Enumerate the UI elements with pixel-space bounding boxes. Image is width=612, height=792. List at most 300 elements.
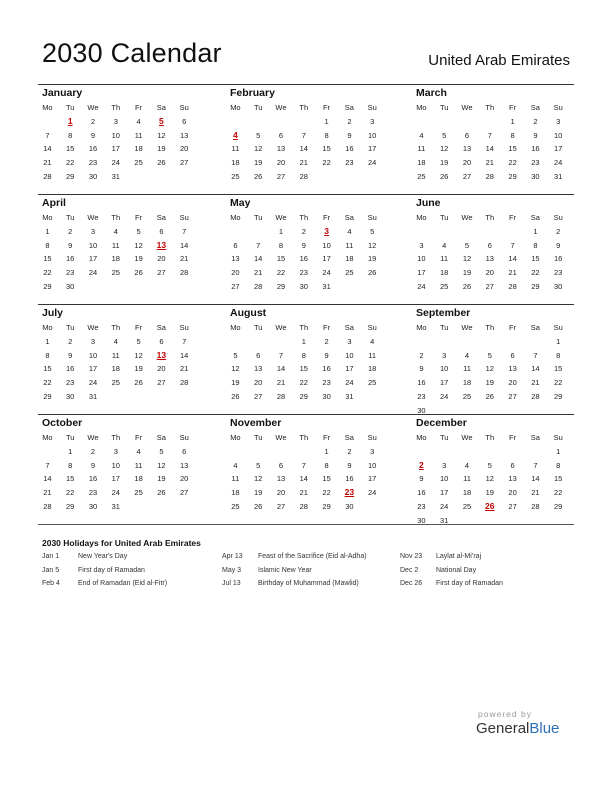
page-title: 2030 Calendar — [42, 38, 222, 68]
weekday-header: Th — [485, 323, 495, 332]
day-cell: 7 — [278, 350, 284, 360]
day-cell: 24 — [554, 158, 563, 168]
day-cell: 12 — [440, 144, 449, 154]
day-cell: 14 — [531, 474, 540, 484]
month-april — [36, 197, 196, 302]
day-cell: 29 — [299, 391, 308, 401]
day-cell: 20 — [508, 378, 517, 388]
day-cell: 19 — [231, 378, 240, 388]
day-cell: 22 — [322, 488, 331, 498]
day-cell: 29 — [322, 501, 331, 511]
day-cell: 10 — [440, 364, 449, 374]
day-cell: 28 — [485, 171, 494, 181]
day-cell: 23 — [345, 158, 354, 168]
day-cell: 13 — [508, 474, 517, 484]
country-name: United Arab Emirates — [428, 52, 570, 69]
holiday-day-cell: 5 — [159, 116, 164, 126]
weekday-header: Tu — [439, 103, 449, 112]
day-cell: 4 — [113, 337, 118, 346]
day-cell: 4 — [113, 227, 118, 236]
day-cell: 14 — [276, 364, 286, 374]
day-cell: 16 — [345, 144, 354, 154]
day-cell: 12 — [134, 350, 143, 360]
holiday-date: Apr 13 — [222, 553, 243, 560]
day-cell: 14 — [180, 240, 189, 250]
day-cell: 21 — [299, 488, 308, 498]
day-cell: 6 — [510, 350, 515, 360]
day-cell: 4 — [233, 460, 238, 470]
month-february — [224, 87, 384, 192]
day-cell: 10 — [111, 460, 120, 470]
weekday-header: Mo — [230, 433, 241, 442]
day-cell: 24 — [368, 158, 377, 168]
day-cell: 26 — [254, 171, 263, 181]
day-cell: 2 — [419, 350, 424, 360]
day-cell: 19 — [254, 158, 263, 168]
day-cell: 16 — [531, 144, 540, 154]
holiday-name: Birthday of Muhammad (Mawlid) — [258, 580, 359, 587]
day-cell: 10 — [368, 460, 377, 470]
day-cell: 14 — [485, 144, 494, 154]
weekday-header: We — [461, 213, 473, 222]
day-cell: 23 — [66, 378, 75, 388]
day-cell: 15 — [66, 144, 75, 154]
day-cell: 17 — [440, 488, 449, 498]
day-cell: 26 — [462, 281, 472, 291]
day-cell: 21 — [531, 378, 540, 388]
day-cell: 2 — [90, 117, 96, 126]
day-cell: 22 — [43, 378, 52, 388]
day-cell: 15 — [276, 254, 286, 264]
day-cell: 19 — [134, 254, 143, 264]
day-cell: 8 — [301, 350, 306, 360]
day-cell: 9 — [90, 460, 96, 470]
day-cell: 26 — [485, 391, 494, 401]
day-cell: 9 — [533, 130, 538, 140]
weekday-header: We — [275, 433, 287, 442]
day-cell: 10 — [322, 240, 331, 250]
day-cell: 9 — [419, 474, 424, 484]
day-cell: 11 — [111, 240, 120, 250]
day-cell: 19 — [157, 474, 166, 484]
day-cell: 16 — [345, 474, 354, 484]
day-cell: 12 — [254, 474, 263, 484]
holiday-name: First day of Ramadan — [78, 566, 145, 574]
holiday-date: Feb 4 — [42, 580, 60, 587]
holiday-day-cell: 3 — [324, 226, 329, 236]
day-cell: 23 — [417, 391, 426, 401]
day-cell: 11 — [134, 460, 143, 470]
weekday-header: Tu — [439, 213, 449, 222]
day-cell: 29 — [554, 501, 563, 511]
day-cell: 23 — [531, 158, 540, 168]
separator-line — [38, 84, 574, 85]
day-cell: 5 — [233, 350, 238, 360]
day-cell: 31 — [554, 171, 563, 181]
day-cell: 24 — [417, 281, 426, 291]
day-cell: 17 — [322, 254, 331, 264]
day-cell: 22 — [299, 378, 308, 388]
day-cell: 14 — [180, 350, 189, 360]
day-cell: 26 — [254, 501, 263, 511]
day-cell: 25 — [440, 281, 449, 291]
month-name: August — [230, 307, 267, 319]
day-cell: 12 — [485, 364, 494, 374]
day-cell: 19 — [462, 268, 472, 278]
day-cell: 15 — [66, 474, 75, 484]
day-cell: 6 — [487, 240, 492, 250]
day-cell: 14 — [299, 474, 308, 484]
day-cell: 27 — [180, 488, 189, 498]
day-cell: 6 — [233, 240, 238, 250]
holiday-name: National Day — [436, 566, 477, 574]
day-cell: 2 — [301, 227, 306, 236]
day-cell: 15 — [531, 254, 540, 264]
day-cell: 24 — [440, 391, 449, 401]
day-cell: 25 — [111, 268, 120, 278]
day-cell: 8 — [510, 130, 515, 140]
day-cell: 18 — [462, 488, 472, 498]
day-cell: 16 — [88, 144, 98, 154]
weekday-header: We — [461, 433, 473, 442]
day-cell: 28 — [508, 281, 517, 291]
weekday-header: Tu — [65, 323, 75, 332]
day-cell: 1 — [556, 447, 561, 456]
day-cell: 18 — [231, 488, 240, 498]
day-cell: 11 — [368, 350, 377, 360]
weekday-header: Tu — [253, 213, 263, 222]
day-cell: 4 — [419, 130, 424, 140]
day-cell: 10 — [417, 254, 426, 264]
weekday-header: Th — [299, 103, 309, 112]
day-cell: 11 — [440, 254, 449, 264]
day-cell: 2 — [556, 227, 561, 236]
weekday-header: Fr — [135, 103, 143, 112]
day-cell: 22 — [554, 488, 563, 498]
weekday-header: Th — [111, 103, 121, 112]
day-cell: 16 — [417, 488, 426, 498]
weekday-header: Tu — [439, 433, 449, 442]
weekday-header: Fr — [509, 213, 517, 222]
weekday-header: Sa — [530, 103, 540, 112]
weekday-header: Tu — [439, 323, 449, 332]
day-cell: 30 — [88, 171, 98, 181]
day-cell: 23 — [88, 488, 98, 498]
day-cell: 3 — [442, 460, 447, 470]
day-cell: 13 — [180, 460, 189, 470]
holiday-day-cell: 26 — [485, 500, 495, 511]
separator-line — [38, 524, 574, 525]
day-cell: 20 — [180, 474, 189, 484]
weekday-header: Fr — [323, 103, 331, 112]
weekday-header: Mo — [42, 323, 53, 332]
day-cell: 27 — [508, 501, 517, 511]
month-name: September — [416, 307, 471, 319]
day-cell: 25 — [462, 391, 472, 401]
day-cell: 6 — [159, 337, 164, 346]
weekday-header: Fr — [135, 433, 143, 442]
month-name: December — [416, 417, 467, 429]
day-cell: 26 — [368, 268, 377, 278]
holiday-entry — [42, 553, 127, 560]
day-cell: 20 — [180, 144, 189, 154]
day-cell: 20 — [276, 488, 286, 498]
day-cell: 7 — [510, 240, 515, 250]
day-cell: 22 — [531, 268, 540, 278]
day-cell: 12 — [231, 364, 240, 374]
day-cell: 7 — [182, 337, 187, 346]
month-name: March — [416, 87, 447, 99]
day-cell: 19 — [440, 158, 449, 168]
weekday-header: Fr — [509, 433, 517, 442]
weekday-header: Sa — [344, 103, 354, 112]
holiday-name: Feast of the Sacrifice (Eid al-Adha) — [258, 553, 367, 560]
day-cell: 6 — [278, 130, 284, 140]
day-cell: 3 — [556, 117, 561, 126]
day-cell: 4 — [136, 117, 141, 126]
day-cell: 19 — [157, 144, 166, 154]
weekday-header: Sa — [530, 433, 540, 442]
weekday-header: We — [275, 323, 287, 332]
day-cell: 30 — [299, 281, 308, 291]
holiday-entry — [400, 553, 481, 560]
day-cell: 6 — [182, 447, 187, 456]
day-cell: 31 — [440, 515, 449, 525]
day-cell: 3 — [370, 447, 375, 456]
weekday-header: Su — [179, 213, 189, 222]
day-cell: 28 — [254, 281, 263, 291]
weekday-header: Fr — [509, 103, 517, 112]
day-cell: 8 — [68, 460, 73, 470]
day-cell: 10 — [345, 350, 354, 360]
weekday-header: Mo — [42, 103, 53, 112]
day-cell: 24 — [111, 488, 120, 498]
day-cell: 20 — [157, 364, 166, 374]
day-cell: 3 — [419, 240, 424, 250]
day-cell: 6 — [278, 460, 284, 470]
day-cell: 23 — [66, 268, 75, 278]
holiday-entry — [222, 567, 312, 574]
day-cell: 9 — [347, 130, 352, 140]
day-cell: 26 — [157, 158, 166, 168]
weekday-header: Tu — [65, 103, 75, 112]
day-cell: 11 — [463, 474, 471, 484]
day-cell: 14 — [43, 144, 52, 154]
weekday-header: Mo — [416, 103, 427, 112]
weekday-header: Th — [299, 433, 309, 442]
day-cell: 4 — [347, 227, 352, 236]
day-cell: 19 — [254, 488, 263, 498]
day-cell: 22 — [508, 158, 517, 168]
holiday-day-cell: 13 — [156, 239, 167, 250]
weekday-header: Th — [111, 213, 121, 222]
weekday-header: Su — [553, 323, 563, 332]
day-cell: 5 — [370, 227, 375, 236]
day-cell: 21 — [299, 158, 308, 168]
day-cell: 29 — [43, 391, 52, 401]
holiday-day-cell: 1 — [67, 116, 73, 126]
day-cell: 29 — [66, 171, 75, 181]
day-cell: 11 — [134, 130, 143, 140]
holiday-entry — [222, 580, 359, 587]
separator-line — [38, 194, 574, 195]
day-cell: 21 — [276, 378, 286, 388]
day-cell: 6 — [510, 460, 515, 470]
holiday-entry — [42, 580, 167, 587]
day-cell: 29 — [531, 281, 540, 291]
day-cell: 27 — [157, 378, 166, 388]
day-cell: 5 — [256, 130, 261, 140]
day-cell: 18 — [345, 254, 354, 264]
day-cell: 7 — [182, 227, 187, 236]
holidays-title: 2030 Holidays for United Arab Emirates — [42, 538, 201, 548]
day-cell: 15 — [299, 364, 308, 374]
day-cell: 26 — [157, 488, 166, 498]
day-cell: 1 — [556, 337, 561, 346]
day-cell: 12 — [134, 240, 143, 250]
holiday-date: Jan 1 — [42, 553, 60, 560]
day-cell: 20 — [462, 158, 472, 168]
day-cell: 9 — [301, 240, 306, 250]
day-cell: 27 — [276, 501, 286, 511]
day-cell: 8 — [68, 130, 73, 140]
holiday-name: New Year's Day — [78, 553, 128, 560]
day-cell: 2 — [68, 227, 73, 236]
day-cell: 18 — [231, 158, 240, 168]
day-cell: 9 — [68, 350, 73, 360]
weekday-header: We — [461, 103, 473, 112]
weekday-header: Sa — [344, 433, 354, 442]
weekday-header: Tu — [253, 103, 263, 112]
weekday-header: Sa — [344, 213, 354, 222]
day-cell: 28 — [276, 391, 286, 401]
day-cell: 5 — [487, 460, 492, 470]
month-march — [410, 87, 570, 192]
day-cell: 12 — [368, 240, 377, 250]
separator-line — [38, 414, 574, 415]
day-cell: 21 — [180, 254, 189, 264]
weekday-header: Su — [553, 103, 563, 112]
weekday-header: Fr — [135, 323, 143, 332]
weekday-header: Su — [553, 433, 563, 442]
day-cell: 21 — [254, 268, 263, 278]
day-cell: 30 — [345, 501, 354, 511]
weekday-header: Sa — [530, 323, 540, 332]
day-cell: 3 — [113, 447, 118, 456]
day-cell: 4 — [464, 350, 470, 360]
day-cell: 6 — [182, 117, 187, 126]
weekday-header: Sa — [156, 323, 166, 332]
day-cell: 13 — [231, 254, 240, 264]
weekday-header: We — [87, 433, 99, 442]
day-cell: 30 — [554, 281, 563, 291]
holiday-name: Laylat al-Mi’raj — [436, 553, 482, 560]
day-cell: 30 — [417, 405, 426, 415]
day-cell: 14 — [508, 254, 517, 264]
month-july — [36, 307, 196, 412]
day-cell: 5 — [256, 460, 261, 470]
holiday-day-cell: 4 — [233, 129, 238, 140]
day-cell: 1 — [45, 227, 50, 236]
day-cell: 15 — [322, 474, 331, 484]
day-cell: 27 — [180, 158, 189, 168]
weekday-header: We — [87, 323, 99, 332]
day-cell: 30 — [88, 501, 98, 511]
day-cell: 29 — [66, 501, 75, 511]
weekday-header: We — [275, 213, 287, 222]
day-cell: 7 — [301, 130, 306, 140]
day-cell: 9 — [419, 364, 424, 374]
day-cell: 18 — [462, 378, 472, 388]
weekday-header: Mo — [416, 323, 427, 332]
day-cell: 14 — [299, 144, 308, 154]
weekday-header: Th — [111, 433, 121, 442]
day-cell: 22 — [66, 158, 75, 168]
weekday-header: Fr — [323, 433, 331, 442]
day-cell: 15 — [322, 144, 331, 154]
day-cell: 29 — [276, 281, 286, 291]
day-cell: 30 — [531, 171, 540, 181]
day-cell: 19 — [485, 488, 494, 498]
month-name: April — [42, 197, 66, 209]
day-cell: 26 — [134, 378, 143, 388]
day-cell: 31 — [111, 171, 120, 181]
day-cell: 22 — [43, 268, 52, 278]
month-january — [36, 87, 196, 192]
day-cell: 20 — [485, 268, 494, 278]
weekday-header: Th — [111, 323, 121, 332]
day-cell: 25 — [417, 171, 426, 181]
day-cell: 10 — [88, 240, 98, 250]
day-cell: 17 — [440, 378, 449, 388]
day-cell: 5 — [442, 130, 447, 140]
weekday-header: Tu — [253, 433, 263, 442]
weekday-header: Fr — [323, 213, 331, 222]
day-cell: 6 — [256, 350, 261, 360]
day-cell: 26 — [440, 171, 449, 181]
day-cell: 8 — [533, 240, 538, 250]
day-cell: 5 — [464, 240, 470, 250]
day-cell: 11 — [231, 474, 240, 484]
day-cell: 8 — [278, 240, 284, 250]
day-cell: 27 — [231, 281, 240, 291]
month-name: June — [416, 197, 441, 209]
day-cell: 10 — [554, 130, 563, 140]
day-cell: 29 — [43, 281, 52, 291]
day-cell: 10 — [88, 350, 98, 360]
month-august — [224, 307, 384, 412]
day-cell: 11 — [231, 144, 240, 154]
day-cell: 24 — [440, 501, 449, 511]
day-cell: 25 — [462, 501, 472, 511]
day-cell: 13 — [485, 254, 494, 264]
day-cell: 2 — [68, 337, 73, 346]
day-cell: 31 — [88, 391, 98, 401]
day-cell: 5 — [136, 337, 141, 346]
day-cell: 16 — [299, 254, 308, 264]
day-cell: 9 — [556, 240, 561, 250]
day-cell: 1 — [324, 117, 329, 126]
day-cell: 27 — [157, 268, 166, 278]
day-cell: 5 — [136, 227, 141, 236]
day-cell: 22 — [554, 378, 563, 388]
day-cell: 4 — [442, 240, 447, 250]
day-cell: 21 — [180, 364, 189, 374]
brand-logo[interactable] — [476, 720, 559, 737]
holiday-date: Jul 13 — [222, 580, 241, 587]
day-cell: 20 — [508, 488, 517, 498]
day-cell: 1 — [324, 447, 329, 456]
